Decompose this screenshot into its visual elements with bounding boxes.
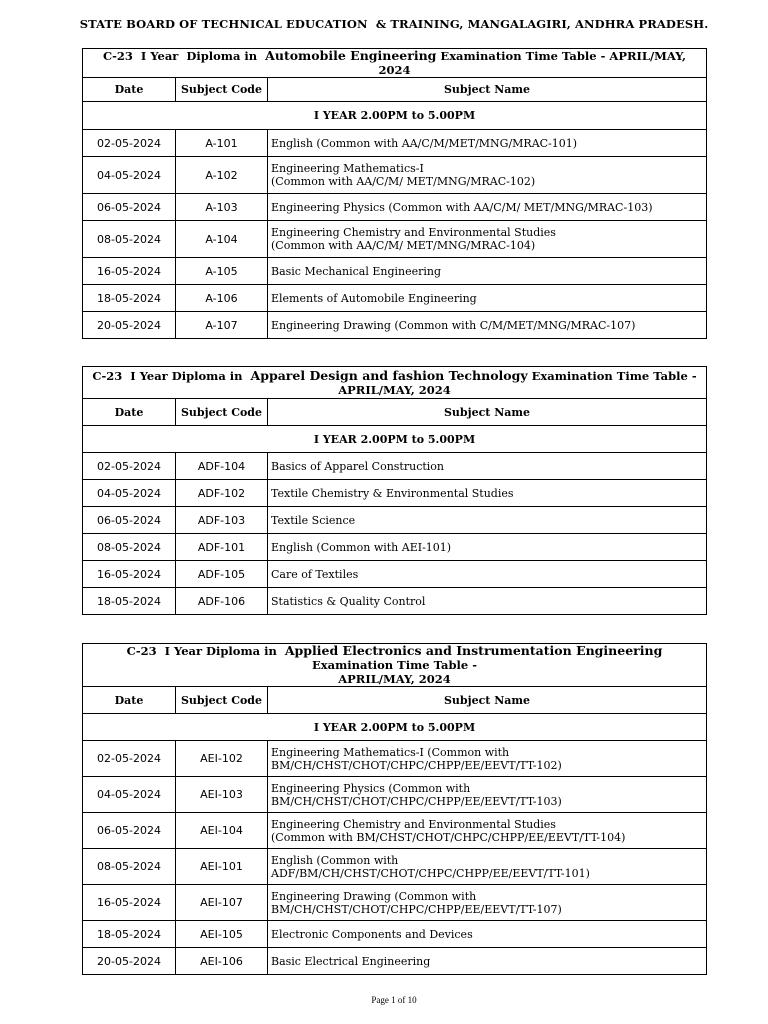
subject-code: A-106 (176, 285, 268, 312)
subject-name: Engineering Physics (Common with AA/C/M/ MET/MNG/MRAC-103) (268, 194, 707, 221)
subject-code: AEI-105 (176, 921, 268, 948)
subject-code: ADF-101 (176, 534, 268, 561)
session-label: I YEAR 2.00PM to 5.00PM (83, 102, 707, 130)
subject-name: Elements of Automobile Engineering (268, 285, 707, 312)
subject-code: AEI-107 (176, 885, 268, 921)
column-header-subject-code: Subject Code (176, 78, 268, 102)
subject-code: ADF-105 (176, 561, 268, 588)
timetable-automobile (82, 48, 707, 339)
subject-name: Engineering Mathematics-I (Common with BM/CH/CHST/CHOT/CHPC/CHPP/EE/EEVT/TT-102) (268, 741, 707, 777)
subject-name: Engineering Chemistry and Environmental Studies (Common with AA/C/M/ MET/MNG/MRAC-104) (268, 221, 707, 258)
session-row (83, 102, 707, 130)
table-title: C-23 I Year Diploma in Automobile Engineering Examination Time Table - APRIL/MAY, 2024 (83, 49, 707, 78)
table-row (83, 453, 707, 480)
exam-date: 20-05-2024 (83, 312, 176, 339)
table-title: C-23 I Year Diploma in Applied Electronics and Instrumentation Engineering Examination Time Table - APRIL/MAY, 2024 (83, 644, 707, 687)
table-row (83, 221, 707, 258)
subject-code: A-105 (176, 258, 268, 285)
column-header-row (83, 78, 707, 102)
table-row (83, 885, 707, 921)
exam-date: 16-05-2024 (83, 561, 176, 588)
exam-date: 18-05-2024 (83, 285, 176, 312)
column-header-date: Date (83, 399, 176, 426)
subject-code: A-101 (176, 130, 268, 157)
subject-name: Basic Electrical Engineering (268, 948, 707, 975)
subject-name: Textile Science (268, 507, 707, 534)
table-title: C-23 I Year Diploma in Apparel Design and fashion Technology Examination Time Table - APRIL/MAY, 2024 (83, 367, 707, 399)
exam-date: 08-05-2024 (83, 534, 176, 561)
subject-name: Engineering Chemistry and Environmental Studies (Common with BM/CHST/CHOT/CHPC/CHPP/EE/EEVT/TT-104) (268, 813, 707, 849)
subject-code: A-107 (176, 312, 268, 339)
subject-code: AEI-101 (176, 849, 268, 885)
exam-date: 16-05-2024 (83, 885, 176, 921)
table-row (83, 480, 707, 507)
subject-name: Basics of Apparel Construction (268, 453, 707, 480)
column-header-row (83, 399, 707, 426)
subject-name: Engineering Mathematics-I (Common with AA/C/M/ MET/MNG/MRAC-102) (268, 157, 707, 194)
subject-name: Care of Textiles (268, 561, 707, 588)
subject-name: Engineering Drawing (Common with C/M/MET/MNG/MRAC-107) (268, 312, 707, 339)
subject-code: AEI-104 (176, 813, 268, 849)
table-row (83, 588, 707, 615)
column-header-subject-name: Subject Name (268, 687, 707, 714)
table-row (83, 813, 707, 849)
column-header-subject-code: Subject Code (176, 399, 268, 426)
table-row (83, 507, 707, 534)
exam-date: 06-05-2024 (83, 194, 176, 221)
subject-code: ADF-106 (176, 588, 268, 615)
table-title-row (83, 49, 707, 78)
exam-date: 16-05-2024 (83, 258, 176, 285)
table-row (83, 561, 707, 588)
timetable-applied-electronics (82, 643, 707, 975)
subject-code: A-104 (176, 221, 268, 258)
table-row (83, 285, 707, 312)
table-row (83, 130, 707, 157)
exam-date: 18-05-2024 (83, 588, 176, 615)
table-row (83, 194, 707, 221)
subject-name: English (Common with ADF/BM/CH/CHST/CHOT/CHPC/CHPP/EE/EEVT/TT-101) (268, 849, 707, 885)
subject-name: Engineering Drawing (Common with BM/CH/CHST/CHOT/CHPC/CHPP/EE/EEVT/TT-107) (268, 885, 707, 921)
column-header-subject-name: Subject Name (268, 78, 707, 102)
exam-date: 04-05-2024 (83, 480, 176, 507)
table-row (83, 849, 707, 885)
exam-date: 20-05-2024 (83, 948, 176, 975)
table-row (83, 312, 707, 339)
page-number: Page 1 of 10 (371, 995, 417, 1005)
exam-date: 18-05-2024 (83, 921, 176, 948)
subject-name: Statistics & Quality Control (268, 588, 707, 615)
table-row (83, 777, 707, 813)
subject-name: Engineering Physics (Common with BM/CH/CHST/CHOT/CHPC/CHPP/EE/EEVT/TT-103) (268, 777, 707, 813)
column-header-subject-name: Subject Name (268, 399, 707, 426)
table-row (83, 921, 707, 948)
exam-date: 08-05-2024 (83, 849, 176, 885)
column-header-row (83, 687, 707, 714)
subject-code: AEI-106 (176, 948, 268, 975)
subject-code: ADF-102 (176, 480, 268, 507)
exam-date: 04-05-2024 (83, 777, 176, 813)
table-row (83, 157, 707, 194)
subject-code: A-103 (176, 194, 268, 221)
document-header: STATE BOARD OF TECHNICAL EDUCATION & TRAINING, MANGALAGIRI, ANDHRA PRADESH. (79, 17, 709, 31)
exam-date: 08-05-2024 (83, 221, 176, 258)
subject-name: Basic Mechanical Engineering (268, 258, 707, 285)
subject-code: ADF-103 (176, 507, 268, 534)
session-row (83, 714, 707, 741)
column-header-subject-code: Subject Code (176, 687, 268, 714)
table-row (83, 258, 707, 285)
subject-code: AEI-102 (176, 741, 268, 777)
column-header-date: Date (83, 78, 176, 102)
session-label: I YEAR 2.00PM to 5.00PM (83, 714, 707, 741)
table-row (83, 534, 707, 561)
exam-date: 06-05-2024 (83, 507, 176, 534)
exam-date: 06-05-2024 (83, 813, 176, 849)
subject-name: Electronic Components and Devices (268, 921, 707, 948)
table-row (83, 741, 707, 777)
exam-date: 04-05-2024 (83, 157, 176, 194)
subject-name: Textile Chemistry & Environmental Studies (268, 480, 707, 507)
session-label: I YEAR 2.00PM to 5.00PM (83, 426, 707, 453)
exam-date: 02-05-2024 (83, 453, 176, 480)
table-title-row (83, 644, 707, 687)
subject-code: AEI-103 (176, 777, 268, 813)
exam-date: 02-05-2024 (83, 741, 176, 777)
session-row (83, 426, 707, 453)
subject-name: English (Common with AA/C/M/MET/MNG/MRAC-101) (268, 130, 707, 157)
subject-code: ADF-104 (176, 453, 268, 480)
column-header-date: Date (83, 687, 176, 714)
table-title-row (83, 367, 707, 399)
table-row (83, 948, 707, 975)
subject-name: English (Common with AEI-101) (268, 534, 707, 561)
exam-date: 02-05-2024 (83, 130, 176, 157)
timetable-apparel-design (82, 366, 707, 615)
subject-code: A-102 (176, 157, 268, 194)
